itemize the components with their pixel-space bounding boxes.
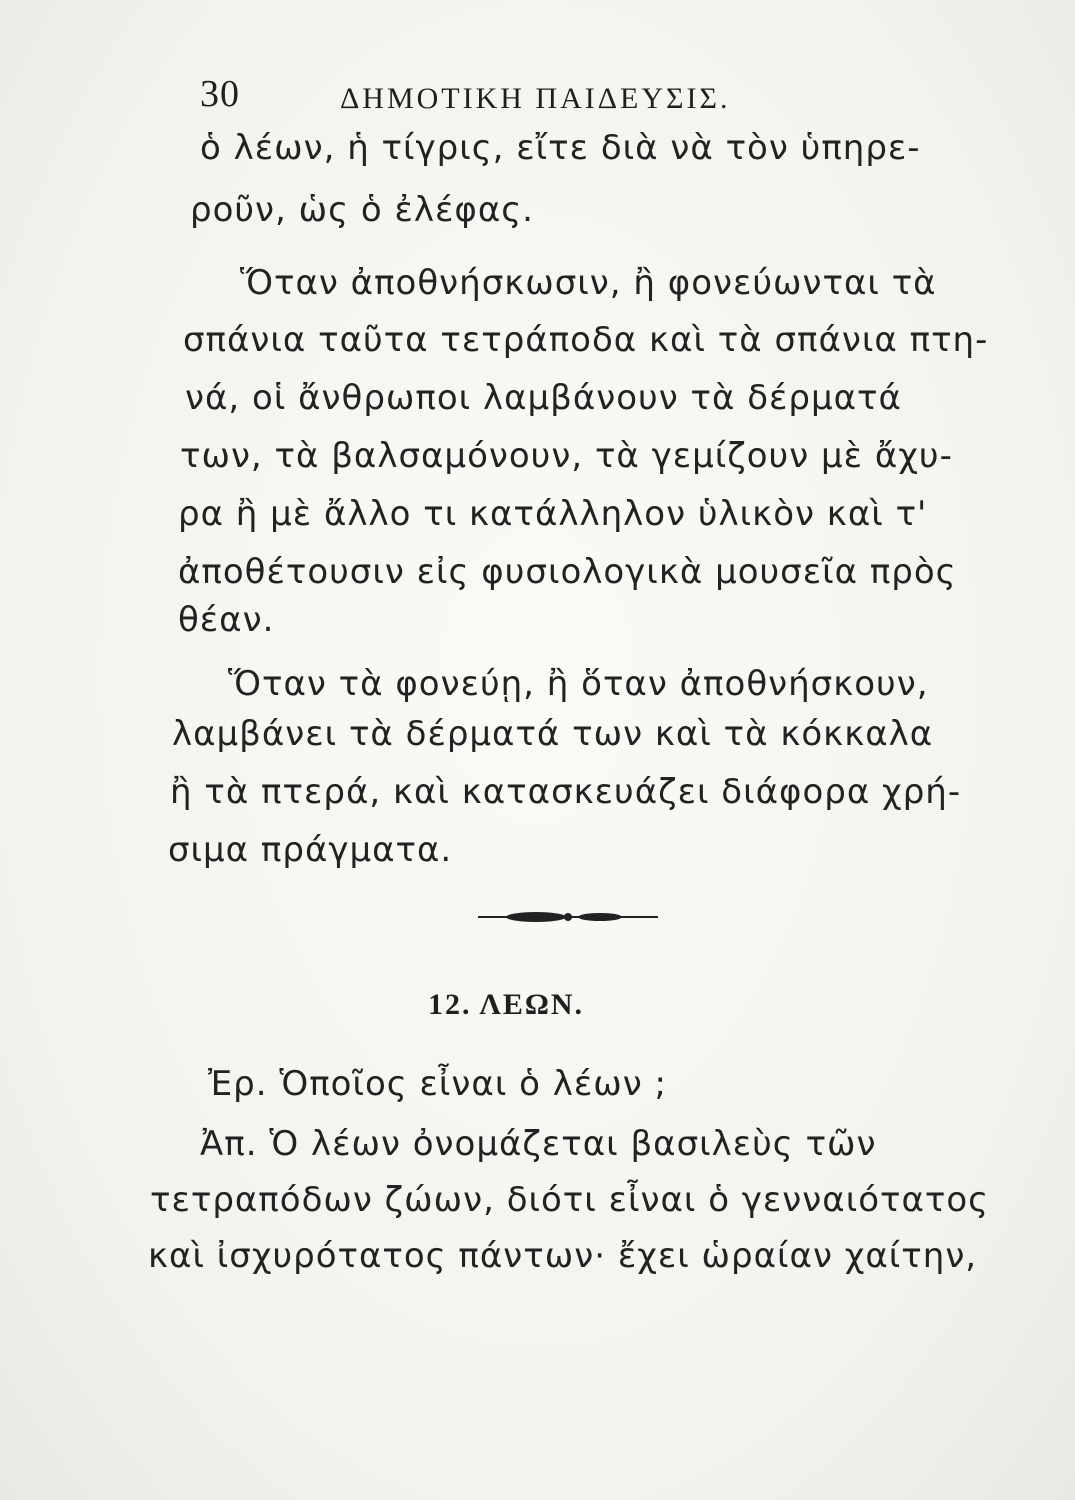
text-line: τετραπόδων ζώων, διότι εἶναι ὁ γενναιότατος bbox=[150, 1180, 990, 1220]
text-line: νά, οἱ ἄνθρωποι λαμβάνουν τὰ δέρματά bbox=[185, 378, 902, 418]
text-line: ρα ἢ μὲ ἄλλο τι κατάλληλον ὑλικὸν καὶ τ' bbox=[178, 494, 928, 534]
text-line: σιμα πράγματα. bbox=[168, 830, 453, 870]
answer-line: Ἀπ. Ὁ λέων ὀνομάζεται βασιλεὺς τῶν bbox=[200, 1124, 877, 1164]
text-line: καὶ ἰσχυρότατος πάντων· ἔχει ὡραίαν χαίτην, bbox=[148, 1236, 978, 1276]
section-heading: 12. ΛΕΩΝ. bbox=[428, 988, 585, 1021]
text-line: ἀποθέτουσιν εἰς φυσιολογικὰ μουσεῖα πρὸς bbox=[178, 552, 957, 592]
text-line: λαμβάνει τὰ δέρματά των καὶ τὰ κόκκαλα bbox=[172, 714, 934, 754]
text-line: ροῦν, ὡς ὁ ἐλέφας. bbox=[190, 190, 534, 230]
page-number: 30 bbox=[200, 73, 240, 115]
text-line: των, τὰ βαλσαμόνουν, τὰ γεμίζουν μὲ ἄχυ- bbox=[180, 436, 953, 476]
text-line: σπάνια ταῦτα τετράποδα καὶ τὰ σπάνια πτη- bbox=[183, 320, 989, 360]
text-line: ὁ λέων, ἡ τίγρις, εἴτε διὰ νὰ τὸν ὑπηρε- bbox=[200, 128, 921, 168]
running-title: ΔΗΜΟΤΙΚΗ ΠΑΙΔΕΥΣΙΣ. bbox=[340, 82, 731, 115]
paragraph-start-line: Ὅταν τὰ φονεύῃ, ἢ ὅταν ἀποθνήσκουν, bbox=[228, 664, 929, 704]
question-line: Ἐρ. Ὁποῖος εἶναι ὁ λέων ; bbox=[208, 1064, 667, 1104]
text-line: ἢ τὰ πτερά, καὶ κατασκευάζει διάφορα χρή- bbox=[170, 772, 962, 812]
paragraph-start-line: Ὅταν ἀποθνήσκωσιν, ἢ φονεύωνται τὰ bbox=[240, 263, 937, 303]
text-line: θέαν. bbox=[178, 600, 275, 640]
